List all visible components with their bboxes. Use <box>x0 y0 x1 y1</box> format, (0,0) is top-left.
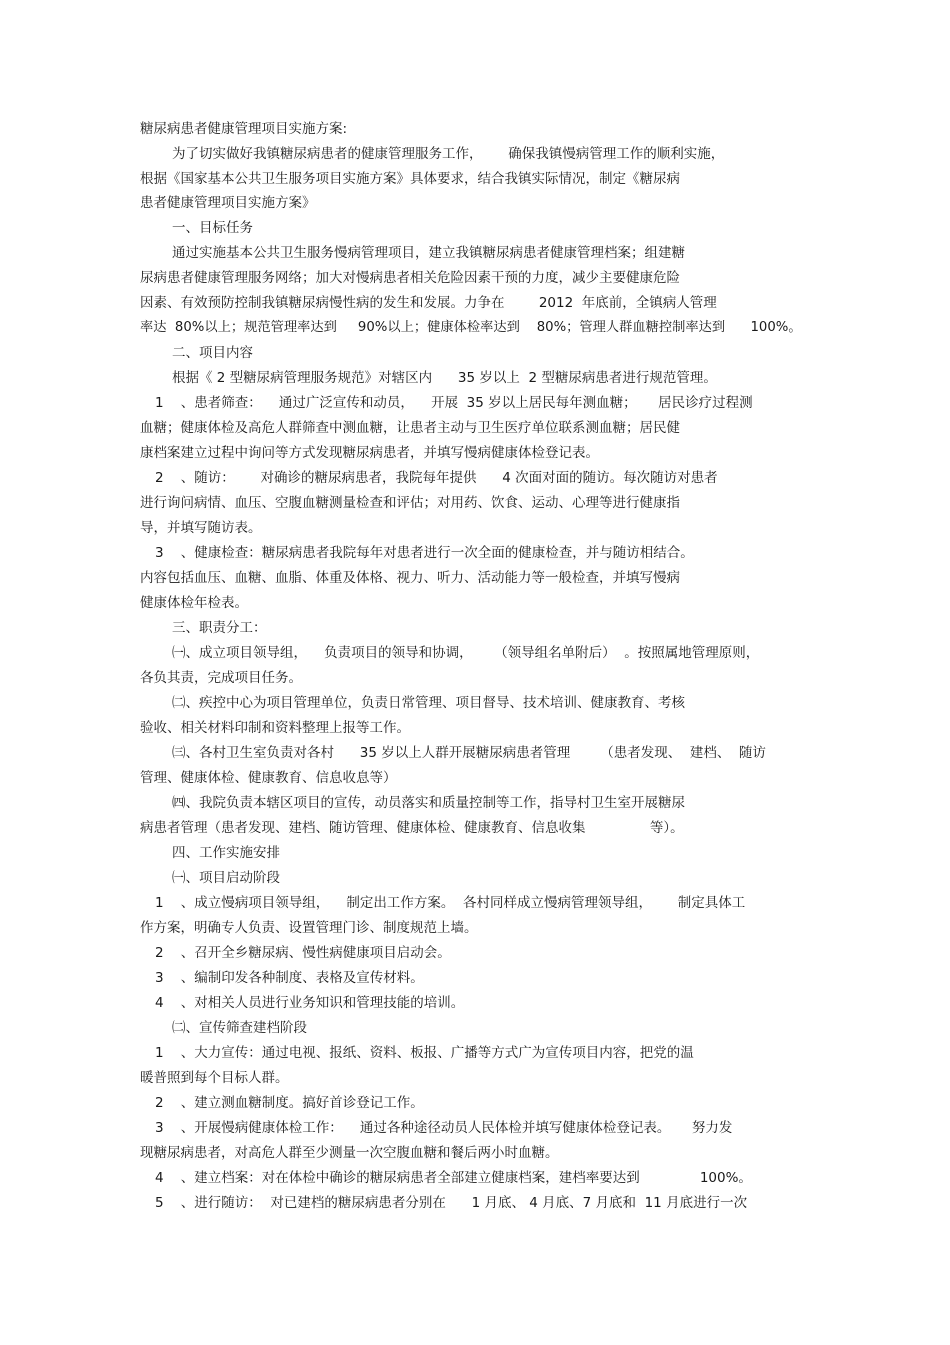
duties-item-2-line-1: ㈡、疾控中心为项目管理单位，负责日常管理、项目督导、技术培训、健康教育、考核 <box>172 695 685 711</box>
intro-line-2: 根据《国家基本公共卫生服务项目实施方案》具体要求，结合我镇实际情况，制定《糖尿病 <box>140 171 680 187</box>
goals-line-1: 通过实施基本公共卫生服务慢病管理项目，建立我镇糖尿病患者健康管理档案；组建糖 <box>172 245 685 261</box>
duties-item-4-line-2: 病患者管理（患者发现、建档、随访管理、健康体检、健康教育、信息收集 等）。 <box>140 820 684 836</box>
phase-1-item-2: 2 、召开全乡糖尿病、慢性病健康项目启动会。 <box>155 945 451 961</box>
duties-item-3-line-1: ㈢、各村卫生室负责对各村 35 岁以上人群开展糖尿病患者管理 （患者发现、 建档、 随访 <box>172 745 766 761</box>
phase-1-item-1-line-1: 1 、成立慢病项目领导组， 制定出工作方案。 各村同样成立慢病管理领导组， 制定具体工 <box>155 895 746 911</box>
content-item-3-line-2: 内容包括血压、血糖、血脂、体重及体格、视力、听力、活动能力等一般检查，并填写慢病 <box>140 570 680 586</box>
phase-2-item-4: 4 、建立档案：对在体检中确诊的糖尿病患者全部建立健康档案，建档率要达到 100%。 <box>155 1170 752 1186</box>
content-item-2-line-2: 进行询问病情、血压、空腹血糖测量检查和评估；对用药、饮食、运动、心理等进行健康指 <box>140 495 680 511</box>
phase-1-item-1-line-2: 作方案，明确专人负责、设置管理门诊、制度规范上墙。 <box>140 920 478 936</box>
content-item-2-line-1: 2 、随访： 对确诊的糖尿病患者，我院每年提供 4 次面对面的随访。每次随访对患者 <box>155 470 718 486</box>
phase-2-item-1-line-1: 1 、大力宣传：通过电视、报纸、资料、板报、广播等方式广为宣传项目内容，把党的温 <box>155 1045 694 1061</box>
goals-line-2: 尿病患者健康管理服务网络；加大对慢病患者相关危险因素干预的力度，减少主要健康危险 <box>140 270 680 286</box>
content-item-1-line-3: 康档案建立过程中询问等方式发现糖尿病患者，并填写慢病健康体检登记表。 <box>140 445 599 461</box>
phase-1-item-3: 3 、编制印发各种制度、表格及宣传材料。 <box>155 970 424 986</box>
intro-line-3: 患者健康管理项目实施方案》 <box>140 195 316 211</box>
phase-2-item-5: 5 、进行随访： 对已建档的糖尿病患者分别在 1 月底、 4 月底、7 月底和 11 月底进行一次 <box>155 1195 748 1211</box>
phase-1-item-4: 4 、对相关人员进行业务知识和管理技能的培训。 <box>155 995 465 1011</box>
goals-line-4: 率达 80%以上；规范管理率达到 90%以上；健康体检率达到 80%；管理人群血糖控制率达到 100%。 <box>140 320 802 335</box>
schedule-phase-1-heading: ㈠、项目启动阶段 <box>172 870 280 886</box>
phase-2-item-2: 2 、建立测血糖制度。搞好首诊登记工作。 <box>155 1095 424 1111</box>
content-item-3-line-3: 健康体检年检表。 <box>140 595 248 611</box>
duties-item-3-line-2: 管理、健康体检、健康教育、信息收息等） <box>140 770 397 786</box>
duties-item-4-line-1: ㈣、我院负责本辖区项目的宣传，动员落实和质量控制等工作，指导村卫生室开展糖尿 <box>172 795 685 811</box>
content-item-1-line-2: 血糖；健康体检及高危人群筛查中测血糖，让患者主动与卫生医疗单位联系测血糖；居民健 <box>140 420 680 436</box>
schedule-phase-2-heading: ㈡、宣传筛查建档阶段 <box>172 1020 307 1036</box>
section-heading-content: 二、项目内容 <box>172 345 253 361</box>
doc-title: 糖尿病患者健康管理项目实施方案: <box>140 121 348 137</box>
section-heading-schedule: 四、工作实施安排 <box>172 845 280 861</box>
phase-2-item-3-line-2: 现糖尿病患者，对高危人群至少测量一次空腹血糖和餐后两小时血糖。 <box>140 1145 559 1161</box>
section-heading-goals: 一、目标任务 <box>172 220 253 236</box>
duties-item-1-line-1: ㈠、成立项目领导组， 负责项目的领导和协调， （领导组名单附后） 。按照属地管理原则， <box>172 645 760 661</box>
content-item-2-line-3: 导，并填写随访表。 <box>140 520 262 536</box>
content-item-3-line-1: 3 、健康检查：糖尿病患者我院每年对患者进行一次全面的健康检查，并与随访相结合。 <box>155 545 694 561</box>
duties-item-2-line-2: 验收、相关材料印制和资料整理上报等工作。 <box>140 720 410 736</box>
phase-2-item-3-line-1: 3 、开展慢病健康体检工作： 通过各种途径动员人民体检并填写健康体检登记表。 努力发 <box>155 1120 733 1136</box>
duties-item-1-line-2: 各负其责，完成项目任务。 <box>140 670 302 686</box>
section-heading-duties: 三、职责分工： <box>172 620 267 636</box>
phase-2-item-1-line-2: 暖普照到每个目标人群。 <box>140 1070 289 1086</box>
content-line-1: 根据《 2 型糖尿病管理服务规范》对辖区内 35 岁以上 2 型糖尿病患者进行规范管理。 <box>172 370 717 386</box>
intro-line-1: 为了切实做好我镇糖尿病患者的健康管理服务工作， 确保我镇慢病管理工作的顺利实施， <box>172 146 725 162</box>
goals-line-3: 因素、有效预防控制我镇糖尿病慢性病的发生和发展。力争在 2012 年底前，全镇病人管理 <box>140 295 717 311</box>
content-item-1-line-1: 1 、患者筛查： 通过广泛宣传和动员， 开展 35 岁以上居民每年测血糖； 居民诊疗过程测 <box>155 395 753 411</box>
